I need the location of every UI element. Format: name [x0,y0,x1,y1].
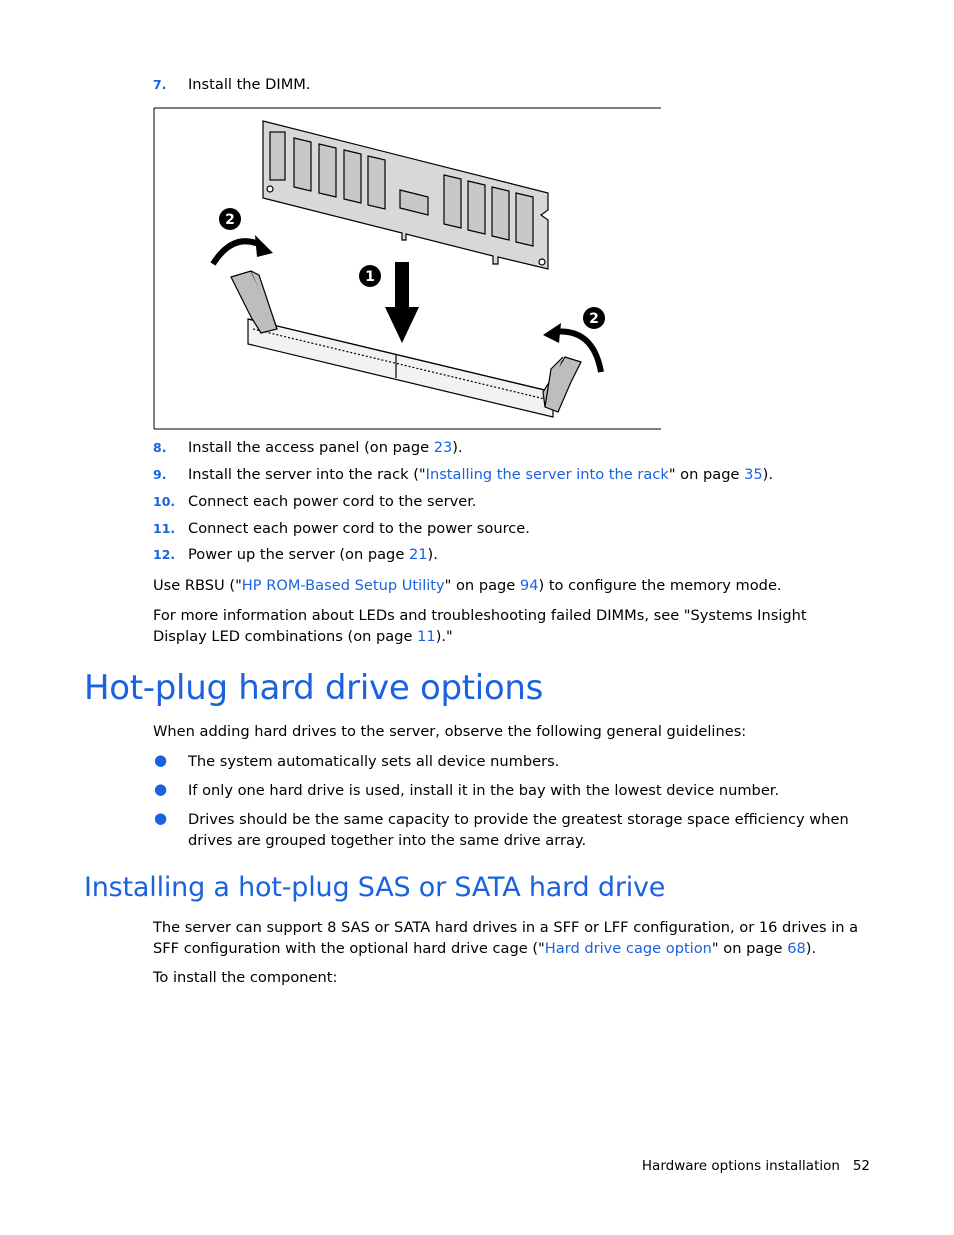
dimm-install-figure [153,107,661,430]
step-text: Power up the server (on page 21). [188,546,438,563]
step-number: 10. [153,494,176,509]
svg-text:2: 2 [589,311,599,327]
step-text: Install the server into the rack ("Installing the server into the rack" on page 35). [188,466,773,483]
down-arrow-icon [385,262,419,343]
page-footer [642,1158,870,1174]
page-number: 52 [852,1158,870,1174]
step-number: 11. [153,521,176,536]
step-text: Connect each power cord to the power source. [188,520,530,537]
page-link[interactable]: 35 [744,466,763,483]
svg-text:1: 1 [365,269,375,285]
bullet-icon: ● [154,780,168,798]
step-number: 12. [153,547,176,562]
step-text: Install the DIMM. [188,76,311,93]
left-curved-arrow-icon [213,241,261,264]
dimm-module [263,121,548,269]
callout-2-left [219,208,241,230]
svg-text:2: 2 [225,212,235,228]
section-link[interactable]: Hard drive cage option [544,940,712,957]
page-link[interactable]: 94 [519,577,539,594]
capacity-paragraph: The server can support 8 SAS or SATA hard drives in a SFF or LFF configuration, or 16 drives in a SFF configuration with the optional hard drive cage ("Hard drive cage option" on page 68). [153,919,859,957]
callout-2-right [583,307,605,329]
step-text: Install the access panel (on page 23). [188,439,463,456]
bullet-item: Drives should be the same capacity to provide the greatest storage space efficiency when drives are grouped together into the same drive array. [188,811,849,849]
page-link[interactable]: 68 [787,940,806,957]
right-latch [543,357,581,412]
bullet-item: The system automatically sets all device numbers. [188,753,560,770]
rbsu-paragraph: Use RBSU ("HP ROM-Based Setup Utility" on page 94) to configure the memory mode. [153,577,782,594]
subsection-heading: Installing a hot-plug SAS or SATA hard drive [84,872,666,903]
page-link[interactable]: 21 [408,546,428,563]
intro-paragraph: When adding hard drives to the server, observe the following general guidelines: [153,723,747,740]
callout-1 [359,265,381,287]
bullet-item: If only one hard drive is used, install it in the bay with the lowest device number. [188,782,780,799]
page-link[interactable]: 11 [417,628,436,645]
step-text: Connect each power cord to the server. [188,493,477,510]
footer-section: Hardware options installation [641,1158,840,1174]
step-number: 9. [153,467,167,482]
section-link[interactable]: HP ROM-Based Setup Utility [241,577,445,594]
step-number: 7. [153,77,167,92]
install-intro: To install the component: [153,969,338,986]
section-heading: Hot-plug hard drive options [84,668,544,708]
page-link[interactable]: 23 [433,439,453,456]
leds-paragraph: For more information about LEDs and troubleshooting failed DIMMs, see "Systems Insight Display LED combinations (on page 11)." [153,607,807,645]
bullet-icon: ● [154,809,168,827]
step-number: 8. [153,440,167,455]
section-link[interactable]: Installing the server into the rack [425,466,669,483]
bullet-icon: ● [154,751,168,769]
